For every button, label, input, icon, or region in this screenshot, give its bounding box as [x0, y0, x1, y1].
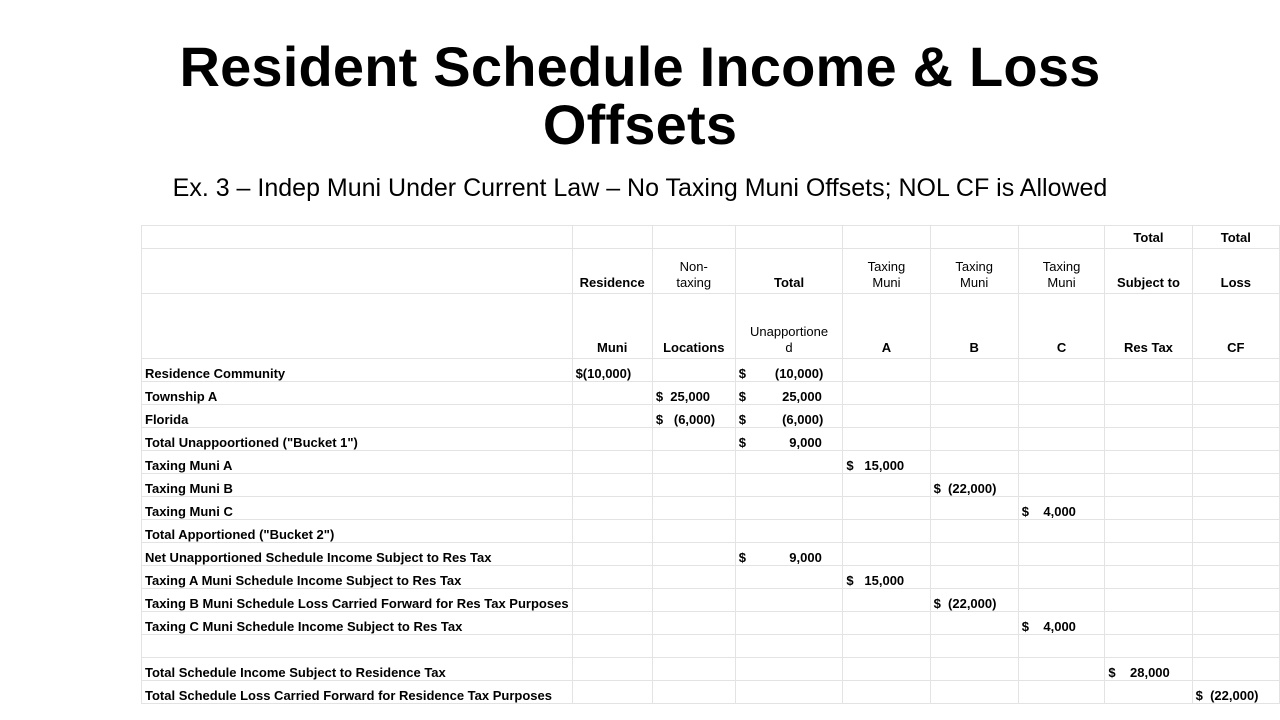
empty-cell [1192, 359, 1279, 382]
empty-cell [1105, 428, 1192, 451]
empty-cell [1192, 612, 1279, 635]
empty-cell [1018, 359, 1105, 382]
header-cell [1018, 226, 1105, 249]
empty-cell [1192, 382, 1279, 405]
value-cell: $ 25,000 [652, 382, 735, 405]
table-row [142, 520, 1280, 543]
header-cell [142, 294, 573, 359]
empty-cell [930, 520, 1018, 543]
empty-cell [1018, 520, 1105, 543]
empty-cell [1192, 566, 1279, 589]
header-locations: Locations [652, 294, 735, 359]
empty-cell [930, 451, 1018, 474]
empty-cell [572, 543, 652, 566]
empty-cell [652, 635, 735, 658]
empty-cell [1105, 451, 1192, 474]
row-label: Total Unappoortioned ("Bucket 1") [142, 428, 573, 451]
row-label: Total Schedule Loss Carried Forward for Residence Tax Purposes [142, 681, 573, 704]
header-cell [930, 226, 1018, 249]
header-row-1 [142, 226, 1280, 249]
empty-cell [1018, 635, 1105, 658]
empty-cell [843, 612, 930, 635]
empty-cell [1192, 451, 1279, 474]
empty-cell [1018, 543, 1105, 566]
row-label: Residence Community [142, 359, 573, 382]
row-label: Taxing Muni A [142, 451, 573, 474]
value-cell: $ (10,000) [735, 359, 843, 382]
empty-cell [735, 589, 843, 612]
table-row [142, 359, 1280, 382]
empty-cell [1192, 474, 1279, 497]
header-taxing-muni-a: Taxing Muni [843, 249, 930, 294]
header-res-tax: Res Tax [1105, 294, 1192, 359]
value-cell: $ 9,000 [735, 543, 843, 566]
value-cell: $ 15,000 [843, 451, 930, 474]
value-cell: $(10,000) [572, 359, 652, 382]
empty-cell [1105, 612, 1192, 635]
empty-cell [652, 566, 735, 589]
empty-cell [1105, 520, 1192, 543]
header-total-loss: Total [1192, 226, 1279, 249]
empty-cell [572, 681, 652, 704]
table-row [142, 658, 1280, 681]
empty-cell [1018, 681, 1105, 704]
table-row [142, 474, 1280, 497]
empty-cell [572, 451, 652, 474]
empty-cell [843, 520, 930, 543]
header-total: Total [735, 249, 843, 294]
empty-cell [1018, 474, 1105, 497]
empty-cell [572, 382, 652, 405]
empty-cell [930, 497, 1018, 520]
value-cell: $ 4,000 [1018, 497, 1105, 520]
empty-cell [1018, 405, 1105, 428]
table-row [142, 451, 1280, 474]
value-cell: $ 9,000 [735, 428, 843, 451]
row-label [142, 635, 573, 658]
header-cell [572, 226, 652, 249]
empty-cell [1192, 520, 1279, 543]
empty-cell [1105, 543, 1192, 566]
empty-cell [1192, 658, 1279, 681]
header-row-3 [142, 294, 1280, 359]
empty-cell [735, 474, 843, 497]
empty-cell [1018, 428, 1105, 451]
header-taxing-muni-c: Taxing Muni [1018, 249, 1105, 294]
table-row [142, 428, 1280, 451]
value-cell: $ (22,000) [1192, 681, 1279, 704]
header-cell [652, 226, 735, 249]
value-cell: $ (22,000) [930, 589, 1018, 612]
empty-cell [1018, 566, 1105, 589]
empty-cell [1018, 658, 1105, 681]
empty-cell [1192, 635, 1279, 658]
empty-cell [1192, 589, 1279, 612]
empty-cell [572, 658, 652, 681]
header-taxing-muni-b: Taxing Muni [930, 249, 1018, 294]
empty-cell [572, 405, 652, 428]
empty-cell [572, 520, 652, 543]
empty-cell [843, 681, 930, 704]
schedule-table [141, 225, 1280, 704]
value-cell: $ 15,000 [843, 566, 930, 589]
empty-cell [930, 658, 1018, 681]
header-cell [142, 226, 573, 249]
empty-cell [652, 612, 735, 635]
empty-cell [1192, 497, 1279, 520]
row-label: Net Unapportioned Schedule Income Subject to Res Tax [142, 543, 573, 566]
table-row [142, 543, 1280, 566]
empty-cell [843, 428, 930, 451]
empty-cell [652, 474, 735, 497]
table-row [142, 405, 1280, 428]
empty-cell [572, 428, 652, 451]
empty-cell [1105, 681, 1192, 704]
header-c: C [1018, 294, 1105, 359]
value-cell: $ 4,000 [1018, 612, 1105, 635]
value-cell: $ 25,000 [735, 382, 843, 405]
empty-cell [652, 520, 735, 543]
empty-cell [930, 543, 1018, 566]
empty-cell [930, 681, 1018, 704]
empty-cell [735, 451, 843, 474]
empty-cell [735, 497, 843, 520]
empty-cell [652, 428, 735, 451]
empty-cell [843, 382, 930, 405]
empty-cell [930, 635, 1018, 658]
row-label: Total Apportioned ("Bucket 2") [142, 520, 573, 543]
empty-cell [572, 589, 652, 612]
empty-cell [930, 566, 1018, 589]
row-label: Florida [142, 405, 573, 428]
empty-cell [572, 635, 652, 658]
header-cell [142, 249, 573, 294]
empty-cell [652, 497, 735, 520]
empty-cell [735, 681, 843, 704]
empty-cell [1105, 566, 1192, 589]
empty-cell [1105, 405, 1192, 428]
header-muni: Muni [572, 294, 652, 359]
empty-cell [930, 405, 1018, 428]
empty-cell [843, 474, 930, 497]
empty-cell [1018, 382, 1105, 405]
empty-cell [1018, 589, 1105, 612]
empty-cell [652, 543, 735, 566]
empty-cell [843, 497, 930, 520]
table-row [142, 612, 1280, 635]
value-cell: $ 28,000 [1105, 658, 1192, 681]
value-cell: $ (22,000) [930, 474, 1018, 497]
empty-cell [652, 359, 735, 382]
header-unapportioned: Unapportione d [735, 294, 843, 359]
empty-cell [1105, 589, 1192, 612]
header-cell [735, 226, 843, 249]
empty-cell [843, 589, 930, 612]
header-cf: CF [1192, 294, 1279, 359]
empty-cell [930, 428, 1018, 451]
empty-cell [1105, 382, 1192, 405]
header-loss: Loss [1192, 249, 1279, 294]
value-cell: $ (6,000) [652, 405, 735, 428]
empty-cell [843, 635, 930, 658]
empty-cell [652, 681, 735, 704]
header-subject-to: Subject to [1105, 249, 1192, 294]
empty-cell [652, 658, 735, 681]
empty-cell [572, 497, 652, 520]
empty-cell [1105, 635, 1192, 658]
empty-cell [930, 612, 1018, 635]
empty-cell [572, 474, 652, 497]
table-row [142, 566, 1280, 589]
row-label: Taxing A Muni Schedule Income Subject to Res Tax [142, 566, 573, 589]
empty-cell [735, 520, 843, 543]
empty-cell [572, 566, 652, 589]
table-row [142, 382, 1280, 405]
empty-cell [930, 382, 1018, 405]
empty-cell [735, 612, 843, 635]
empty-cell [1192, 405, 1279, 428]
row-label: Taxing C Muni Schedule Income Subject to Res Tax [142, 612, 573, 635]
empty-cell [843, 405, 930, 428]
slide-title: Resident Schedule Income & Loss Offsets [179, 35, 1101, 156]
empty-cell [735, 635, 843, 658]
table-row [142, 681, 1280, 704]
header-b: B [930, 294, 1018, 359]
empty-cell [843, 543, 930, 566]
row-label: Total Schedule Income Subject to Residence Tax [142, 658, 573, 681]
empty-cell [735, 658, 843, 681]
slide-subtitle: Ex. 3 – Indep Muni Under Current Law – No Taxing Muni Offsets; NOL CF is Allowed [172, 174, 1108, 202]
header-total-subject: Total [1105, 226, 1192, 249]
header-cell [843, 226, 930, 249]
empty-cell [1105, 497, 1192, 520]
empty-cell [1192, 428, 1279, 451]
empty-cell [1105, 474, 1192, 497]
header-a: A [843, 294, 930, 359]
header-non-taxing: Non- taxing [652, 249, 735, 294]
value-cell: $ (6,000) [735, 405, 843, 428]
row-label: Taxing B Muni Schedule Loss Carried Forward for Res Tax Purposes [142, 589, 573, 612]
row-label: Township A [142, 382, 573, 405]
header-residence: Residence [572, 249, 652, 294]
empty-cell [735, 566, 843, 589]
empty-cell [1192, 543, 1279, 566]
empty-cell [1018, 451, 1105, 474]
row-label: Taxing Muni C [142, 497, 573, 520]
empty-cell [930, 359, 1018, 382]
empty-cell [843, 359, 930, 382]
empty-cell [652, 451, 735, 474]
empty-cell [652, 589, 735, 612]
header-row-2 [142, 249, 1280, 294]
empty-cell [572, 612, 652, 635]
table-row [142, 497, 1280, 520]
table-row [142, 589, 1280, 612]
empty-cell [1105, 359, 1192, 382]
row-label: Taxing Muni B [142, 474, 573, 497]
empty-cell [843, 658, 930, 681]
table-row [142, 635, 1280, 658]
